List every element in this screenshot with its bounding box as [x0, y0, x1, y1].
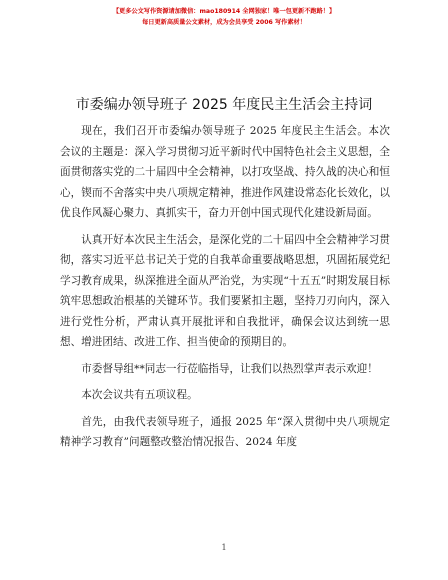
promo-banner-line-1: 【更多公文写作资源请加微信：mao180914 全网独家！唯一包更新不跑路！】 — [112, 8, 336, 15]
promo-banner — [0, 6, 448, 28]
paragraph-significance: 认真开好本次民主生活会，是深化党的二十届四中全会精神学习贯彻，落实习近平总书记关于党的自我革命重要战略思想，巩固拓展党纪学习教育成果，纵深推进全面从严治党，为实现“十五五”时期发展目标筑牢思想政治根基的关键环节。我们要紧扣主题，坚持刀刃向内，深入进行党性分析，严肃认真开展批评和自我批评，确保会议达到统一思想、增进团结、改进工作、担当使命的预期目的。 — [60, 233, 390, 348]
paragraph-agenda-count: 本次会议共有五项议程。 — [81, 389, 198, 401]
document-body — [60, 121, 390, 459]
paragraph-opening: 现在，我们召开市委编办领导班子 2025 年度民主生活会。本次会议的主题是：深入学习贯彻习近平新时代中国特色社会主义思想，全面贯彻落实党的二十届四中全会精神，以打攻坚战、持久战的决心和恒心，锲而不舍落实中央八项规定精神，推进作风建设常态化长效化，以优良作风凝心聚力、真抓实干，奋力开创中国式现代化建设新局面。 — [60, 125, 390, 219]
paragraph-welcome: 市委督导组**同志一行莅临指导，让我们以热烈掌声表示欢迎！ — [81, 362, 378, 375]
page-number: 1 — [221, 543, 227, 552]
promo-banner-line-2: 每日更新高质量公文素材，成为会员享受 2006 写作素材！ — [142, 19, 306, 26]
paragraph-first-item: 首先，由我代表领导班子，通报 2025 年“深入贯彻中央八项规定精神学习教育”问题整改整治情况报告、2024 年度 — [60, 415, 390, 448]
document-title: 市委编办领导班子 2025 年度民主生活会主持词 — [75, 97, 373, 113]
